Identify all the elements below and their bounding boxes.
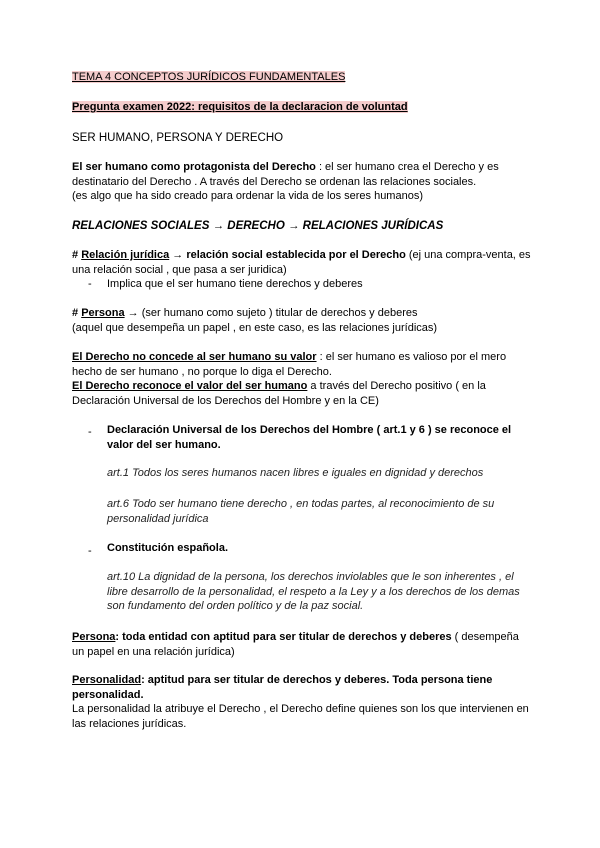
bullet-dash: - bbox=[88, 545, 92, 557]
bullet-dash: - bbox=[88, 278, 92, 290]
relacion-hash: # bbox=[72, 249, 82, 261]
constitucion-heading: Constitución española. bbox=[107, 542, 229, 554]
persona2-term: Persona bbox=[72, 631, 116, 643]
persona-term: Persona bbox=[81, 307, 125, 319]
doc-title bbox=[72, 70, 532, 85]
valor-line1-rest: : el ser humano es valioso por el mero hecho de ser humano , no porque lo diga el Derecho. bbox=[72, 351, 507, 378]
exam-question-text: Pregunta examen 2022: requisitos de la declaracion de voluntad bbox=[72, 101, 408, 113]
personalidad-body: La personalidad la atribuye el Derecho , el Derecho define quienes son los que intervienen en las relaciones jurídicas. bbox=[72, 703, 529, 730]
persona-note: (aquel que desempeña un papel , en este caso, es las relaciones jurídicas) bbox=[72, 321, 438, 334]
paragraph-personalidad bbox=[72, 673, 532, 731]
paragraph-persona-def bbox=[72, 306, 532, 335]
valor-line2-underlined: El Derecho reconoce el valor del ser humano bbox=[72, 380, 308, 392]
personalidad-term: Personalidad bbox=[72, 674, 142, 686]
paragraph-persona bbox=[72, 630, 532, 659]
persona2-bold-rest: : toda entidad con aptitud para ser titular de derechos y deberes bbox=[115, 631, 452, 643]
quote-art10: art.10 La dignidad de la persona, los derechos inviolables que le son inherentes , el libre desarrollo de la personalidad, el respeto a la Ley y a los derechos de los demas son fundamento del orden político y de la paz social. bbox=[107, 571, 520, 612]
doc-title-text: TEMA 4 CONCEPTOS JURÍDICOS FUNDAMENTALES bbox=[72, 71, 346, 83]
paragraph-valor bbox=[72, 350, 532, 408]
protagonista-note: (es algo que ha sido creado para ordenar la vida de los seres humanos) bbox=[72, 190, 423, 202]
paragraph-protagonista bbox=[72, 160, 532, 204]
relacion-sub-item: Implica que el ser humano tiene derechos y deberes bbox=[107, 278, 363, 290]
persona2-rest: ( desempeña un papel en una relación jurídica) bbox=[72, 631, 519, 658]
relacion-rest: (ej una compra-venta, es una relación social , que pasa a ser juridica) bbox=[72, 249, 531, 276]
persona-rest: → (ser humano como sujeto ) titular de derechos y deberes bbox=[124, 307, 418, 319]
quote-art1: art.1 Todos los seres humanos nacen libres e iguales en dignidad y derechos bbox=[107, 467, 484, 479]
relacion-definition: → relación social establecida por el Derecho bbox=[169, 249, 406, 261]
declaracion-heading: Declaración Universal de los Derechos del Hombre ( art.1 y 6 ) se reconoce el valor del ser humano. bbox=[107, 424, 512, 451]
relations-heading: RELACIONES SOCIALES → DERECHO → RELACIONES JURÍDICAS bbox=[72, 220, 444, 232]
relacion-term: Relación jurídica bbox=[81, 249, 170, 261]
section-heading: SER HUMANO, PERSONA Y DERECHO bbox=[72, 132, 284, 144]
exam-question bbox=[72, 100, 532, 115]
persona-hash: # bbox=[72, 307, 82, 319]
personalidad-bold-rest: : aptitud para ser titular de derechos y deberes. Toda persona tiene personalidad. bbox=[72, 674, 493, 701]
valor-line1-underlined: El Derecho no concede al ser humano su valor bbox=[72, 351, 317, 363]
protagonista-bold: El ser humano como protagonista del Derecho bbox=[72, 161, 316, 173]
bullet-dash: - bbox=[88, 426, 92, 438]
valor-line2-rest: a través del Derecho positivo ( en la Declaración Universal de los Derechos del Hombre y en la CE) bbox=[72, 380, 486, 407]
protagonista-rest: : el ser humano crea el Derecho y es destinatario del Derecho . A través del Derecho se ordenan las relaciones sociales. bbox=[72, 161, 499, 188]
paragraph-relacion-juridica bbox=[72, 248, 532, 277]
quote-art6: art.6 Todo ser humano tiene derecho , en todas partes, al reconocimiento de su personalidad jurídica bbox=[107, 498, 495, 525]
